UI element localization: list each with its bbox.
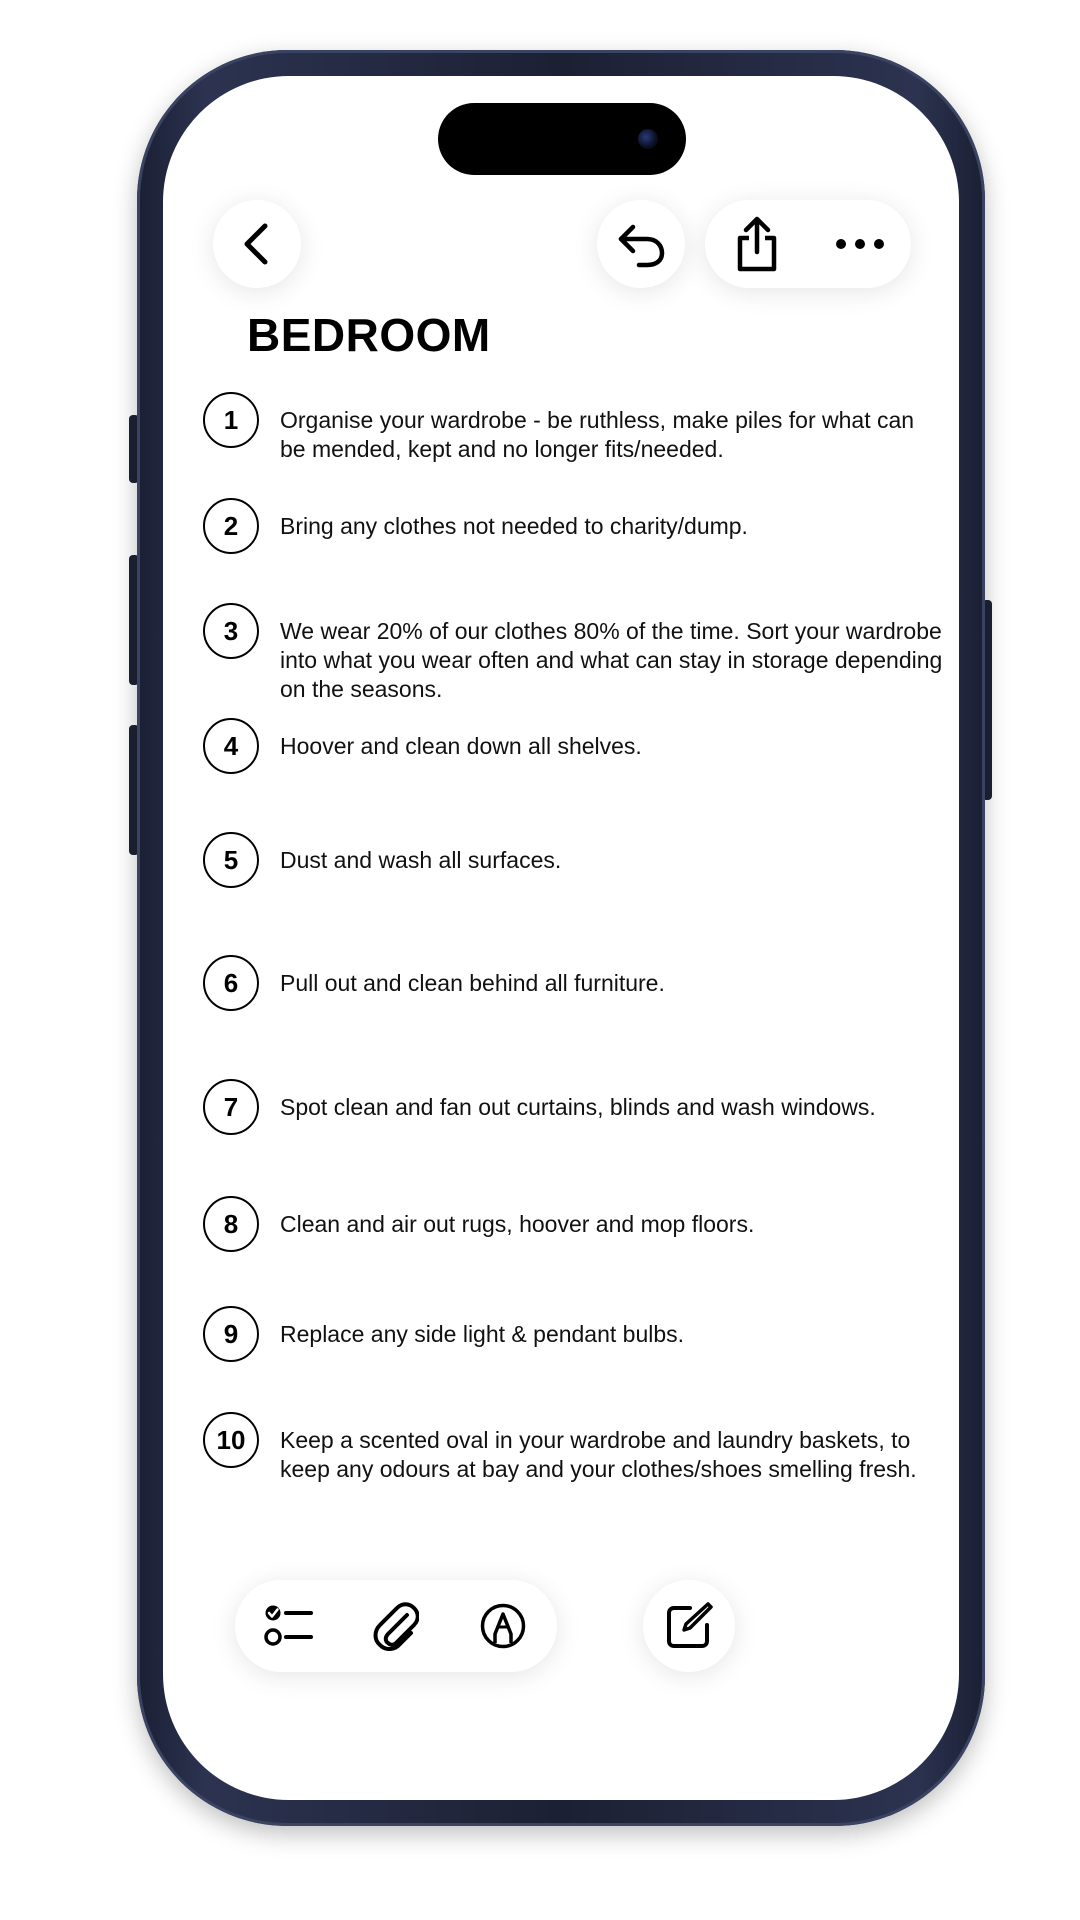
list-item bbox=[203, 732, 943, 774]
step-text[interactable]: Bring any clothes not needed to charity/dump. bbox=[280, 513, 748, 539]
list-item bbox=[203, 406, 943, 464]
step-number: 3 bbox=[203, 603, 259, 659]
step-text[interactable]: Keep a scented oval in your wardrobe and laundry baskets, to keep any odours at bay and your clothes/shoes smelling fresh. bbox=[280, 1427, 917, 1482]
checklist-icon bbox=[264, 1603, 314, 1649]
undo-icon bbox=[615, 219, 667, 269]
step-number: 1 bbox=[203, 392, 259, 448]
undo-button[interactable] bbox=[597, 200, 685, 288]
share-button[interactable] bbox=[717, 204, 797, 284]
dynamic-island bbox=[438, 103, 686, 175]
note-title: BEDROOM bbox=[247, 309, 491, 361]
list-item bbox=[203, 512, 943, 554]
step-text[interactable]: Pull out and clean behind all furniture. bbox=[280, 970, 665, 996]
step-text[interactable]: Dust and wash all surfaces. bbox=[280, 847, 562, 873]
list-item bbox=[203, 1426, 943, 1484]
camera-icon bbox=[638, 129, 658, 149]
step-number: 6 bbox=[203, 955, 259, 1011]
list-item bbox=[203, 1093, 943, 1135]
paperclip-icon bbox=[373, 1601, 419, 1651]
phone-screen bbox=[163, 76, 959, 1800]
list-item bbox=[203, 969, 943, 1011]
list-item bbox=[203, 1320, 943, 1362]
markup-pen-icon bbox=[479, 1602, 527, 1650]
step-number: 10 bbox=[203, 1412, 259, 1468]
compose-button[interactable] bbox=[643, 1580, 735, 1672]
chevron-left-icon bbox=[237, 220, 277, 268]
step-text[interactable]: Clean and air out rugs, hoover and mop floors. bbox=[280, 1211, 755, 1237]
list-item bbox=[203, 617, 943, 704]
list-item bbox=[203, 1210, 943, 1252]
markup-button[interactable] bbox=[463, 1586, 543, 1666]
list-item bbox=[203, 846, 943, 888]
step-number: 5 bbox=[203, 832, 259, 888]
checklist-button[interactable] bbox=[249, 1586, 329, 1666]
step-text[interactable]: Hoover and clean down all shelves. bbox=[280, 733, 642, 759]
compose-icon bbox=[664, 1601, 714, 1651]
more-icon bbox=[835, 238, 885, 250]
step-text[interactable]: Replace any side light & pendant bulbs. bbox=[280, 1321, 685, 1347]
bottom-toolbar bbox=[235, 1580, 557, 1672]
step-text[interactable]: Organise your wardrobe - be ruthless, make piles for what can be mended, kept and no longer fits/needed. bbox=[280, 407, 915, 462]
step-number: 4 bbox=[203, 718, 259, 774]
more-button[interactable] bbox=[820, 204, 900, 284]
step-text[interactable]: Spot clean and fan out curtains, blinds and wash windows. bbox=[280, 1094, 876, 1120]
step-text[interactable]: We wear 20% of our clothes 80% of the time. Sort your wardrobe into what you wear often and what can stay in storage depending on the seasons. bbox=[280, 618, 943, 702]
step-number: 9 bbox=[203, 1306, 259, 1362]
step-number: 7 bbox=[203, 1079, 259, 1135]
attach-button[interactable] bbox=[356, 1586, 436, 1666]
step-number: 8 bbox=[203, 1196, 259, 1252]
top-right-toolbar bbox=[705, 200, 911, 288]
share-icon bbox=[734, 216, 780, 272]
back-button[interactable] bbox=[213, 200, 301, 288]
step-number: 2 bbox=[203, 498, 259, 554]
